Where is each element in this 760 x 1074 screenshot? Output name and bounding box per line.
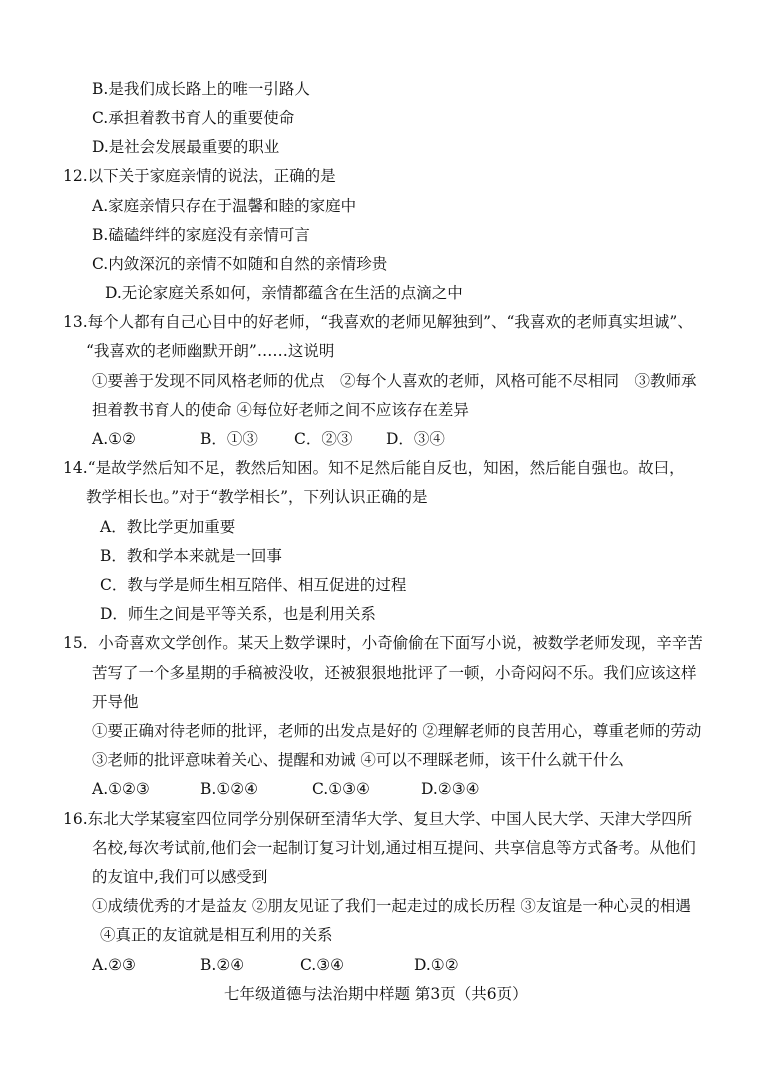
q15-stem-line2: 苦写了一个多星期的手稿被没收，还被狠狠地批评了一顿，小奇闷闷不乐。我们应该这样 xyxy=(92,664,697,682)
q14-option-d: D．师生之间是平等关系，也是利用关系 xyxy=(100,605,376,623)
q15-option-b: B.①②④ xyxy=(200,780,259,798)
q16-option-a: A.②③ xyxy=(92,956,136,974)
q12-stem: 12.以下关于家庭亲情的说法，正确的是 xyxy=(63,167,336,185)
q16-statements-line1: ①成绩优秀的才是益友 ②朋友见证了我们一起走过的成长历程 ③友谊是一种心灵的相遇 xyxy=(92,897,691,915)
q13-stem-line2: “我喜欢的老师幽默开朗”……这说明 xyxy=(86,342,335,360)
q16-statements-line2: ④真正的友谊就是相互利用的关系 xyxy=(100,926,333,944)
q15-options xyxy=(92,779,480,799)
q11-option-d: D.是社会发展最重要的职业 xyxy=(92,138,280,156)
q14-option-a: A．教比学更加重要 xyxy=(100,518,236,536)
q13-statements-line1: ①要善于发现不同风格老师的优点 ②每个人喜欢的老师，风格可能不尽相同 ③教师承 xyxy=(92,372,697,390)
q15-statements-line1: ①要正确对待老师的批评，老师的出发点是好的 ②理解老师的良苦用心，尊重老师的劳动 xyxy=(92,722,702,740)
q12-option-a: A.家庭亲情只存在于温馨和睦的家庭中 xyxy=(92,197,357,215)
page-footer: 七年级道德与法治期中样题 第3页（共6页） xyxy=(224,985,528,1003)
q15-option-c: C.①③④ xyxy=(312,780,370,798)
q13-option-d: D．③④ xyxy=(386,430,445,448)
q13-option-c: C．②③ xyxy=(294,430,353,448)
q15-option-d: D.②③④ xyxy=(421,780,480,798)
q11-option-b: B.是我们成长路上的唯一引路人 xyxy=(92,80,310,98)
q16-stem-line2: 名校,每次考试前,他们会一起制订复习计划,通过相互提问、共享信息等方式备考。从他们 xyxy=(92,839,696,857)
q11-option-c: C.承担着教书育人的重要使命 xyxy=(92,109,295,127)
q15-stem-line3: 开导他 xyxy=(92,693,139,711)
q12-option-b: B.磕磕绊绊的家庭没有亲情可言 xyxy=(92,226,310,244)
q13-statements-line2: 担着教书育人的使命 ④每位好老师之间不应该存在差异 xyxy=(92,401,469,419)
q13-stem-line1: 13.每个人都有自己心目中的好老师，“我喜欢的老师见解独到”、“我喜欢的老师真实坦诚”、 xyxy=(63,313,693,331)
q14-option-c: C．教与学是师生相互陪伴、相互促进的过程 xyxy=(100,576,407,594)
q15-stem-line1: 15．小奇喜欢文学创作。某天上数学课时，小奇偷偷在下面写小说，被数学老师发现，辛辛苦 xyxy=(63,634,703,652)
q16-options xyxy=(92,955,459,975)
q16-option-b: B.②④ xyxy=(200,956,245,974)
q12-option-d: D.无论家庭关系如何，亲情都蕴含在生活的点滴之中 xyxy=(105,284,463,302)
q15-statements-line2: ③老师的批评意味着关心、提醒和劝诫 ④可以不理睬老师，该干什么就干什么 xyxy=(92,751,624,769)
q16-option-c: C.③④ xyxy=(300,956,345,974)
q16-stem-line1: 16.东北大学某寝室四位同学分别保研至清华大学、复旦大学、中国人民大学、天津大学四所 xyxy=(63,810,693,828)
q13-options xyxy=(92,429,445,449)
q13-option-a: A.①② xyxy=(92,430,136,448)
q15-option-a: A.①②③ xyxy=(92,780,150,798)
q14-stem-line2: 教学相长也。”对于“教学相长”，下列认识正确的是 xyxy=(86,488,428,506)
q13-option-b: B．①③ xyxy=(200,430,258,448)
q16-option-d: D.①② xyxy=(414,956,459,974)
q14-stem-line1: 14.“是故学然后知不足，教然后知困。知不足然后能自反也，知困，然后能自强也。故曰， xyxy=(63,459,685,477)
q14-option-b: B．教和学本来就是一回事 xyxy=(100,547,282,565)
q16-stem-line3: 的友谊中,我们可以感受到 xyxy=(92,868,268,886)
q12-option-c: C.内敛深沉的亲情不如随和自然的亲情珍贵 xyxy=(92,255,388,273)
